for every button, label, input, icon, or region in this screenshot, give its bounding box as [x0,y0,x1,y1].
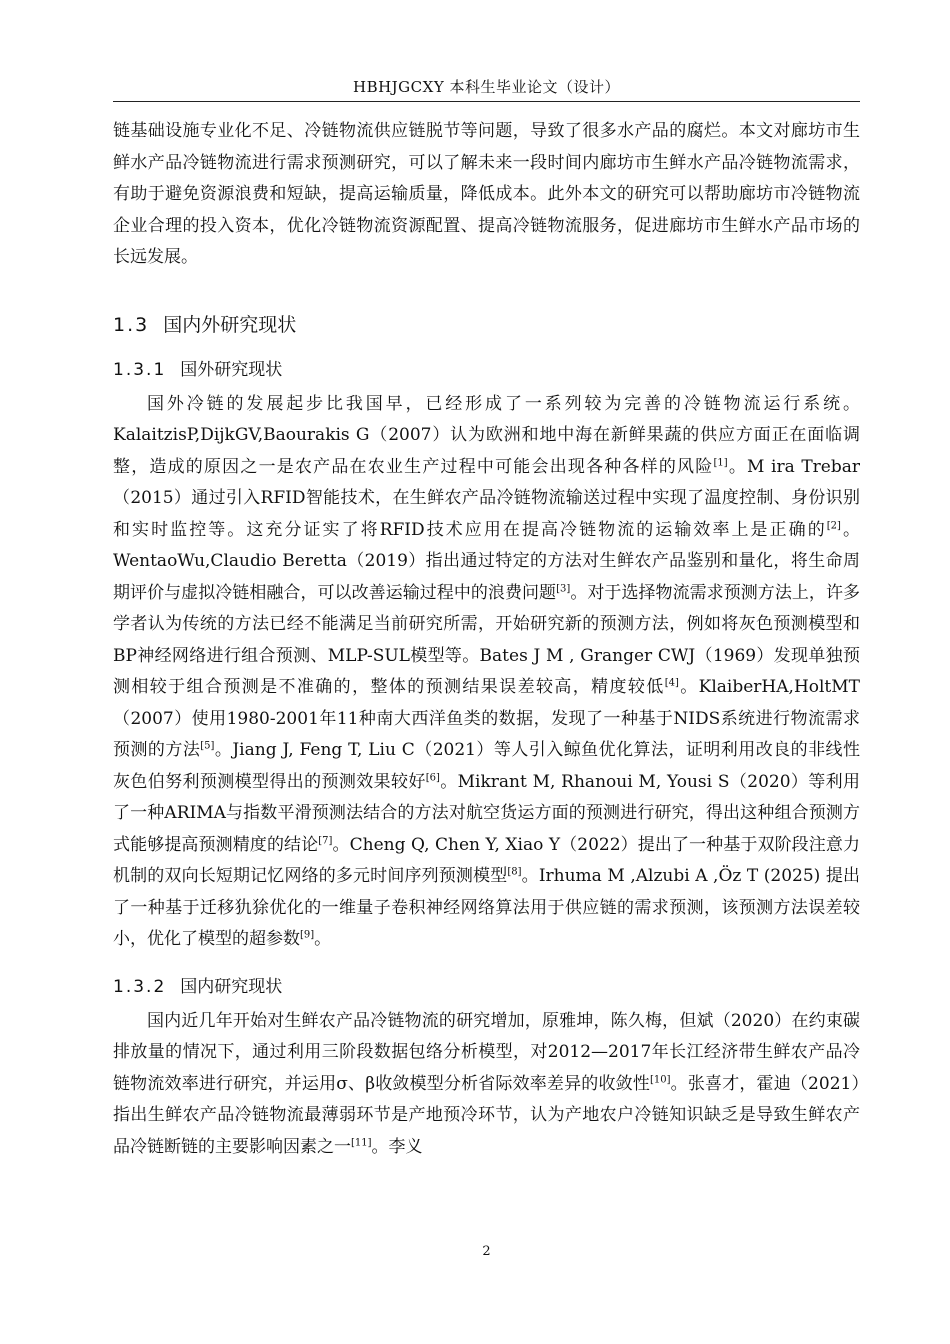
text-run: 。Cheng Q, Chen Y, Xiao Y（2022）提出了一种基于双阶段注意力机制的双向长短期记忆网络的多元时间序列预测模型 [113,834,860,886]
citation-marker: [9] [300,929,315,941]
text-run: 。李义 [371,1136,423,1157]
section-title: 国内外研究现状 [163,313,297,336]
citation-marker: [3] [556,582,571,594]
subsection-heading-1-3-1 [113,351,860,389]
text-run: 。Mikrant M, Rhanoui M, Yousi S（2020）等利用了一种ARIMA与指数平滑预测法结合的方法对航空货运方面的预测进行研究，得出这种组合预测方式能够提高预测精度的结论 [113,771,861,855]
text-run: 。Irhuma M ,Alzubi A ,Öz T (2025) 提出了一种基于迁移犰狳优化的一维量子卷积神经网络算法用于供应链的需求预测，该预测方法误差较小，优化了模型的超参数 [113,866,861,949]
header-rule [113,101,860,102]
subsection-number: 1.3.2 [113,976,167,997]
text-run: 国内近几年开始对生鲜农产品冷链物流的研究增加，原雅坤，陈久梅，但斌（2020）在约束碳排放量的情况下，通过利用三阶段数据包络分析模型，对2012—2017年长江经济带生鲜农产品冷链物流效率进行研究，并运用σ、β收敛模型分析省际效率差异的收敛性 [113,1010,860,1094]
subsection-title: 国内研究现状 [180,976,283,997]
section-heading-1-3 [113,305,860,345]
citation-marker: [1] [713,456,728,468]
page-number: 2 [482,1244,491,1259]
subsection-title: 国外研究现状 [180,359,283,380]
citation-marker: [2] [826,519,841,531]
text-run: 。WentaoWu,Claudio Beretta（2019）指出通过特定的方法对生鲜农产品鉴别和量化，将生命周期评价与虚拟冷链相融合，可以改善运输过程中的浪费问题 [113,519,860,603]
text-run: 。张喜才，霍迪（2021）指出生鲜农产品冷链物流最薄弱环节是产地预冷环节，认为产地农户冷链知识缺乏是导致生鲜农产品冷链断链的主要影响因素之一 [113,1073,860,1157]
citation-marker: [7] [318,834,333,846]
citation-marker: [5] [200,740,215,752]
citation-marker: [10] [649,1073,671,1085]
paragraph-foreign-research [113,389,860,956]
citation-marker: [11] [351,1136,372,1148]
section-number: 1.3 [113,313,150,336]
text-run: 。KlaiberHA,HoltMT（2007）使用1980-2001年11种南大西洋鱼类的数据，发现了一种基于NIDS系统进行物流需求预测的方法 [113,677,861,760]
page-header: HBHJGCXY 本科生毕业论文（设计） [352,78,620,96]
text-run: 国外冷链的发展起步比我国早，已经形成了一系列较为完善的冷链物流运行系统。KalaitzisP,DijkGV,Baourakis G（2007）认为欧洲和地中海在新鲜果蔬的供应方面正在面临调整，造成的原因之一是农产品在农业生产过程中可能会出现各种各样的风险 [113,393,860,477]
page-content [113,116,860,1163]
paragraph-domestic-research [113,1006,860,1164]
text-run: 。 [314,929,332,949]
paragraph-intro-continuation: 链基础设施专业化不足、冷链物流供应链脱节等问题，导致了很多水产品的腐烂。本文对廊坊市生鲜水产品冷链物流进行需求预测研究，可以了解未来一段时间内廊坊市生鲜水产品冷链物流需求，有助于避免资源浪费和短缺，提高运输质量，降低成本。此外本文的研究可以帮助廊坊市冷链物流企业合理的投入资本，优化冷链物流资源配置、提高冷链物流服务，促进廊坊市生鲜水产品市场的长远发展。 [113,121,860,267]
citation-marker: [4] [664,677,679,689]
citation-marker: [8] [507,866,522,878]
subsection-heading-1-3-2 [113,968,860,1006]
text-run: 。Jiang J, Feng T, Liu C（2021）等人引入鲸鱼优化算法，证明利用改良的非线性灰色伯努利预测模型得出的预测效果较好 [113,740,861,792]
citation-marker: [6] [425,771,440,783]
subsection-number: 1.3.1 [113,359,167,380]
text-run: 。M ira Trebar（2015）通过引入RFID智能技术，在生鲜农产品冷链物流输送过程中实现了温度控制、身份识别和实时监控等。这充分证实了将RFID技术应用在提高冷链物流的运输效率上是正确的 [113,456,860,540]
text-run: 。对于选择物流需求预测方法上，许多学者认为传统的方法已经不能满足当前研究所需，开始研究新的预测方法，例如将灰色预测模型和BP神经网络进行组合预测、MLP-SUL模型等。Bates J M , Granger CWJ（1969）发现单独预测相较于组合预测是不准确的，整体的预测结果误差较高，精度较低 [113,582,861,697]
